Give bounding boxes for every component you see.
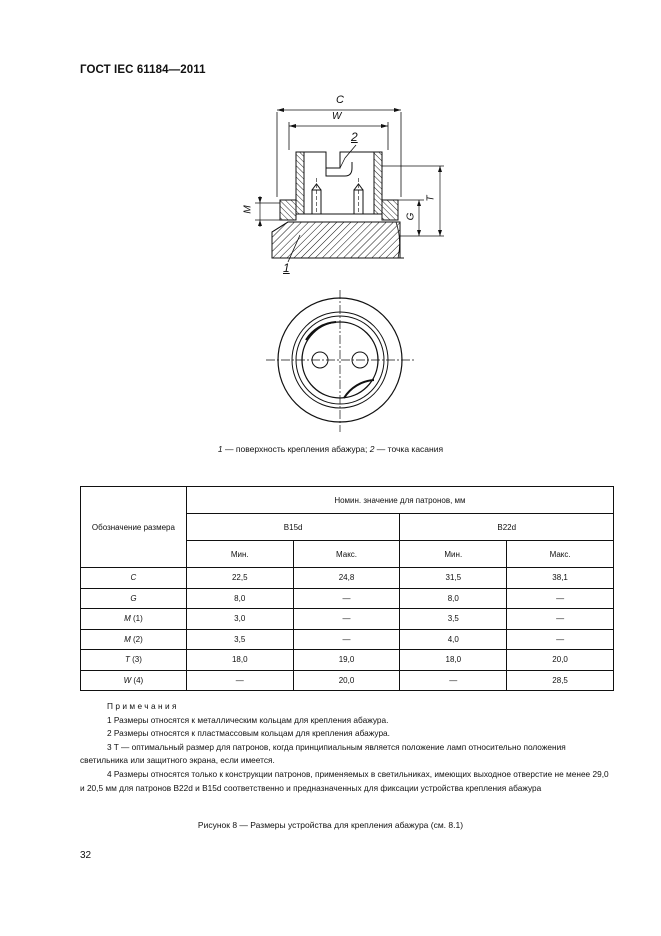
row-header-cell: Обозначение размера xyxy=(81,487,187,568)
table-cell: — xyxy=(186,670,293,691)
table-cell: 24,8 xyxy=(293,568,400,589)
table-cell: 4,0 xyxy=(400,629,507,650)
dimension-symbol: M (2) xyxy=(81,629,187,650)
table-cell: 8,0 xyxy=(186,588,293,609)
figure-caption: Рисунок 8 — Размеры устройства для крепления абажура (см. 8.1) xyxy=(197,820,464,830)
table-cell: — xyxy=(293,588,400,609)
dimensions-table xyxy=(80,486,614,691)
dimension-symbol: M (1) xyxy=(81,609,187,630)
table-cell: — xyxy=(293,609,400,630)
table-row xyxy=(81,629,614,650)
note-item: 2 Размеры относятся к пластмассовым кольцам для крепления абажура. xyxy=(107,728,390,739)
group-header-cell: Номин. значение для патронов, мм xyxy=(186,487,613,514)
side-section-view xyxy=(255,108,444,262)
callout-2: 2 xyxy=(351,130,358,144)
table-cell: 20,0 xyxy=(507,650,614,671)
table-cell: 22,5 xyxy=(186,568,293,589)
dim-label-g: G xyxy=(405,212,417,221)
table-cell: 31,5 xyxy=(400,568,507,589)
legend-item-2-num: 2 xyxy=(369,444,375,454)
legend-item-2-text: — точка касания xyxy=(374,444,444,454)
dimension-symbol: T (3) xyxy=(81,650,187,671)
table-cell: 18,0 xyxy=(400,650,507,671)
table-row xyxy=(81,670,614,691)
technical-drawing xyxy=(240,92,460,437)
figure-legend xyxy=(0,444,661,454)
callout-1: 1 xyxy=(283,261,290,275)
table-cell: — xyxy=(400,670,507,691)
legend-item-1-text: — поверхность крепления абажура; xyxy=(222,444,370,454)
lamp-type-b22d: B22d xyxy=(400,514,614,541)
notes-title: Примечания xyxy=(107,701,179,711)
dimension-symbol: C xyxy=(81,568,187,589)
table-cell: — xyxy=(293,629,400,650)
table-cell: 19,0 xyxy=(293,650,400,671)
dimension-symbol: G xyxy=(81,588,187,609)
max-header: Макс. xyxy=(507,541,614,568)
table-cell: — xyxy=(507,629,614,650)
note-item: 4 Размеры относятся только к конструкции патронов, применяемых в светильниках, имеющих выходное отверстие не менее 29,0 и 20,5 мм для патронов B22d и B15d соответственно и предназначенных для фиксации устройства крепления абажура xyxy=(80,768,609,793)
table-cell: 3,5 xyxy=(186,629,293,650)
top-view xyxy=(266,290,414,432)
min-header: Мин. xyxy=(186,541,293,568)
table-cell: 20,0 xyxy=(293,670,400,691)
table-cell: — xyxy=(507,609,614,630)
table-row xyxy=(81,588,614,609)
legend-item-1-num: 1 xyxy=(217,444,223,454)
dim-label-m: M xyxy=(242,205,254,214)
table-cell: 38,1 xyxy=(507,568,614,589)
table-cell: 8,0 xyxy=(400,588,507,609)
lamp-type-b15d: B15d xyxy=(186,514,400,541)
min-header: Мин. xyxy=(400,541,507,568)
dimension-symbol: W (4) xyxy=(81,670,187,691)
document-header: ГОСТ IEC 61184—2011 xyxy=(80,64,206,76)
table-row xyxy=(81,650,614,671)
table-cell: 3,0 xyxy=(186,609,293,630)
page-number: 32 xyxy=(80,850,92,861)
dim-label-c: C xyxy=(336,94,344,106)
note-item: 3 T — оптимальный размер для патронов, когда принципиальным является положение ламп относительно положения светильника или защитного экрана, если имеется. xyxy=(80,741,566,766)
table-cell: 18,0 xyxy=(186,650,293,671)
max-header: Макс. xyxy=(293,541,400,568)
table-row xyxy=(81,609,614,630)
table-row xyxy=(81,568,614,589)
notes-block xyxy=(80,700,614,795)
table-cell: 28,5 xyxy=(507,670,614,691)
table-cell: 3,5 xyxy=(400,609,507,630)
table-cell: — xyxy=(507,588,614,609)
dim-label-t: T xyxy=(425,195,437,202)
dim-label-w: W xyxy=(332,111,342,122)
note-item: 1 Размеры относятся к металлическим кольцам для крепления абажура. xyxy=(107,714,389,725)
